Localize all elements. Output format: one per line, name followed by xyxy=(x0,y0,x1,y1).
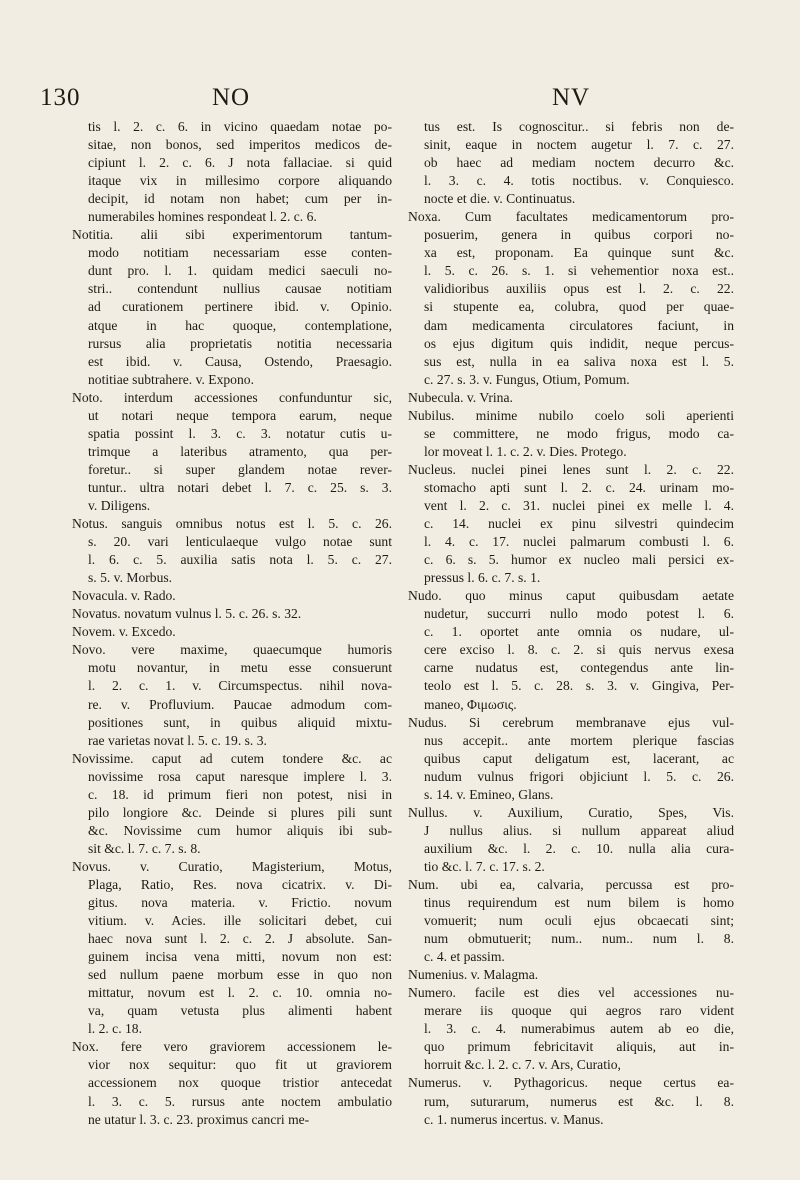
entry-line: accessionem nox quoque tristior antecedat xyxy=(88,1075,392,1091)
entry-line: notitiae subtrahere. v. Expono. xyxy=(88,371,254,387)
entry-line: Numerus. v. Pythagoricus. neque certus ea- xyxy=(408,1075,734,1091)
entry-line: l. 4. c. 17. nuclei palmarum combusti l. 6. xyxy=(424,534,734,550)
right-column xyxy=(408,118,734,1129)
entry-line: vitium. v. Acies. ille solicitari debet, cui xyxy=(88,913,392,929)
entry-line: teolo est l. 5. c. 28. s. 3. v. Gingiva, Per- xyxy=(424,678,734,694)
entry-line: quo primum febricitavit aliquis, aut in- xyxy=(424,1039,734,1055)
entry-line: &c. Novissime cum humor aliquis ibi sub- xyxy=(88,822,392,838)
entry-line: validioribus auxiliis opus est l. 2. c. 22. xyxy=(424,281,734,297)
entry-line: Numero. facile est dies vel accessiones nu- xyxy=(408,985,734,1001)
entry-line: tus est. Is cognoscitur.. si febris non de- xyxy=(424,119,734,134)
entry-line: rae varietas novat l. 5. c. 19. s. 3. xyxy=(88,732,267,748)
entry-line: quibus caput deligatum est, lacerant, ac xyxy=(424,750,734,766)
entry-line: re. v. Profluvium. Paucae admodum com- xyxy=(88,696,392,712)
entry-line: tis l. 2. c. 6. in vicino quaedam notae po- xyxy=(88,119,392,134)
entry-line: haec nova sunt l. 2. c. 2. J absolute. San- xyxy=(88,931,392,947)
entry-line: Nudo. quo minus caput quibusdam aetate xyxy=(408,588,734,604)
entry-line: va, quam vetusta plus alimenti habent xyxy=(88,1003,392,1019)
entry-line: horruit &c. l. 2. c. 7. v. Ars, Curatio, xyxy=(424,1057,621,1073)
entry-line: rum, suturarum, numerus est &c. l. 8. xyxy=(424,1093,734,1109)
entry-line: atque in hac quoque, contemplatione, xyxy=(88,317,392,333)
entry-line: carne nudatus est, contegendus ante lin- xyxy=(424,660,734,676)
entry-line: Num. ubi ea, calvaria, percussa est pro- xyxy=(408,876,734,892)
entry-line: tinus requirendum est num bilem is homo xyxy=(424,895,734,911)
dictionary-entry xyxy=(408,966,734,984)
entry-line: sinit, eaque in noctem augetur l. 7. c. 27. xyxy=(424,137,734,153)
entry-line: Novissime. caput ad cutem tondere &c. ac xyxy=(72,750,392,766)
entry-line: l. 5. c. 26. s. 1. si vehementior noxa est.. xyxy=(424,263,734,279)
entry-line: l. 3. c. 4. totis noctibus. v. Conquiesco. xyxy=(424,173,734,189)
entry-line: vior nox sequitur: quo fit ut graviorem xyxy=(88,1057,392,1073)
entry-line: itaque vix in millesimo corpore aliquando xyxy=(88,173,392,189)
entry-line: Novo. vere maxime, quaecumque humoris xyxy=(72,642,392,658)
entry-line: Notus. sanguis omnibus notus est l. 5. c. 26. xyxy=(72,516,392,532)
entry-line: auxilium &c. l. 2. c. 10. nulla alia cura- xyxy=(424,840,734,856)
dictionary-entry xyxy=(72,587,392,605)
page-header xyxy=(0,84,800,118)
running-head-left: NO xyxy=(212,84,251,111)
dictionary-entry xyxy=(408,876,734,966)
entry-line: lor moveat l. 1. c. 2. v. Dies. Protego. xyxy=(424,443,627,459)
entry-line: l. 6. c. 5. auxilia satis nota l. 5. c. 27. xyxy=(88,552,392,568)
dictionary-entry xyxy=(408,389,734,407)
entry-line: Nullus. v. Auxilium, Curatio, Spes, Vis. xyxy=(408,804,734,820)
dictionary-entry xyxy=(408,714,734,804)
entry-line: stomacho apti sunt l. 2. c. 24. urinam mo- xyxy=(424,479,734,495)
dictionary-entry xyxy=(72,515,392,587)
dictionary-entry xyxy=(72,605,392,623)
entry-line: Novacula. v. Rado. xyxy=(72,588,176,604)
dictionary-entry xyxy=(408,407,734,461)
entry-line: Novem. v. Excedo. xyxy=(72,624,176,640)
entry-line: merare iis quoque qui aegros raro vident xyxy=(424,1003,734,1019)
entry-line: nocte et die. v. Continuatus. xyxy=(424,191,576,207)
entry-line: Novatus. novatum vulnus l. 5. c. 26. s. 32. xyxy=(72,606,302,622)
entry-line: v. Diligens. xyxy=(88,497,151,513)
entry-line: l. 3. c. 4. numerabimus autem ab eo die, xyxy=(424,1021,734,1037)
entry-line: novissime rosa caput naresque implere l. 3. xyxy=(88,768,392,784)
entry-line: l. 2. c. 18. xyxy=(88,1021,142,1037)
entry-line: Noxa. Cum facultates medicamentorum pro- xyxy=(408,209,734,225)
entry-line: spatia possint l. 3. c. 3. notatur cutis u- xyxy=(88,425,392,441)
running-head-right: NV xyxy=(552,84,591,111)
dictionary-entry xyxy=(72,389,392,515)
dictionary-entry xyxy=(72,623,392,641)
dictionary-entry xyxy=(72,858,392,1038)
entry-line: Nubilus. minime nubilo coelo soli aperienti xyxy=(408,407,734,423)
dictionary-entry xyxy=(72,750,392,858)
dictionary-entry xyxy=(408,804,734,876)
entry-line: motu novantur, in metu esse consuerunt xyxy=(88,660,392,676)
entry-line: ne utatur l. 3. c. 23. proximus cancri me- xyxy=(88,1111,310,1127)
entry-line: c. 1. oportet ante omnia os nudare, ul- xyxy=(424,624,734,640)
dictionary-entry xyxy=(72,226,392,388)
entry-line: sit &c. l. 7. c. 7. s. 8. xyxy=(88,840,201,856)
entry-line: si stupente ea, colubra, quod per quae- xyxy=(424,299,734,315)
entry-line: stri.. contendunt nullius causae notitiam xyxy=(88,281,392,297)
entry-line: nus accepit.. ante mortem plerique fascias xyxy=(424,732,734,748)
entry-line: est ibid. v. Causa, Ostendo, Praesagio. xyxy=(88,353,392,369)
entry-line: J nullus alius. si nullum appareat aliud xyxy=(424,822,734,838)
entry-line: Plaga, Ratio, Res. nova cicatrix. v. Di- xyxy=(88,876,392,892)
entry-line: gitus. nova materia. v. Frictio. novum xyxy=(88,895,392,911)
entry-line: cere exciso l. 8. c. 2. si quis nervus exesa xyxy=(424,642,734,658)
entry-line: xa est, proponam. Ea quinque sunt &c. xyxy=(424,245,734,261)
entry-line: decipit, id notam non habet; cum per in- xyxy=(88,191,392,207)
entry-line: Nudus. Si cerebrum membranave ejus vul- xyxy=(408,714,734,730)
page-number: 130 xyxy=(40,84,81,111)
entry-line: Numenius. v. Malagma. xyxy=(408,967,539,983)
dictionary-entry xyxy=(408,984,734,1074)
entry-line: sitae, non bonos, sed imperitos medicos de- xyxy=(88,137,392,153)
entry-line: l. 3. c. 5. rursus ante noctem ambulatio xyxy=(88,1093,392,1109)
entry-line: s. 14. v. Emineo, Glans. xyxy=(424,786,554,802)
entry-line: Novus. v. Curatio, Magisterium, Motus, xyxy=(72,858,392,874)
entry-line: sed nullum paene morbum esse in quo non xyxy=(88,967,392,983)
entry-line: s. 5. v. Morbus. xyxy=(88,570,173,586)
entry-line: se committere, ne modo frigus, modo ca- xyxy=(424,425,734,441)
entry-line: l. 2. c. 1. v. Circumspectus. nihil nova- xyxy=(88,678,392,694)
entry-line: pressus l. 6. c. 7. s. 1. xyxy=(424,570,541,586)
entry-line: nudetur, succurri nullo modo potest l. 6. xyxy=(424,606,734,622)
entry-line: maneo, Φιμωσις. xyxy=(424,696,517,712)
dictionary-entry xyxy=(72,1038,392,1128)
entry-line: c. 14. nuclei ex pinu silvestri quindecim xyxy=(424,516,734,532)
entry-line: ut notari neque tempora earum, neque xyxy=(88,407,392,423)
entry-line: vent l. 2. c. 31. nuclei pinei ex melle l. 4. xyxy=(424,497,734,513)
dictionary-entry xyxy=(72,641,392,749)
dictionary-entry xyxy=(408,1074,734,1128)
entry-line: s. 20. vari lenticulaeque vulgo notae sunt xyxy=(88,534,392,550)
entry-line: cipiunt l. 2. c. 6. J nota fallaciae. si quid xyxy=(88,155,392,171)
left-column xyxy=(72,118,392,1129)
entry-line: guinem incisa vena mitti, novum non est: xyxy=(88,949,392,965)
entry-line: modo notitiam necessariam esse conten- xyxy=(88,245,392,261)
entry-line: rursus alia proprietatis notitia necessaria xyxy=(88,335,392,351)
entry-line: tuntur.. ultra notari debet l. 7. c. 25. s. 3. xyxy=(88,479,392,495)
dictionary-entry xyxy=(408,587,734,713)
dictionary-entry xyxy=(408,461,734,587)
entry-line: c. 27. s. 3. v. Fungus, Otium, Pomum. xyxy=(424,371,630,387)
entry-line: ad curationem pertinere ibid. v. Opinio. xyxy=(88,299,392,315)
entry-line: numerabiles homines respondeat l. 2. c. 6. xyxy=(88,209,317,225)
entry-line: Nucleus. nuclei pinei lenes sunt l. 2. c. 22. xyxy=(408,461,734,477)
entry-line: dunt pro. l. 1. quidam medici saeculi no- xyxy=(88,263,392,279)
entry-line: sus est, nulla in ea saliva noxa est l. 5. xyxy=(424,353,734,369)
entry-line: trimque a lateribus atramento, qua per- xyxy=(88,443,392,459)
entry-line: nudum vulnus frigori objiciunt l. 5. c. 26. xyxy=(424,768,734,784)
entry-line: Nubecula. v. Vrina. xyxy=(408,389,513,405)
entry-line: Nox. fere vero graviorem accessionem le- xyxy=(72,1039,392,1055)
entry-line: mittatur, novum est l. 2. c. 10. omnia no- xyxy=(88,985,392,1001)
entry-line: Notitia. alii sibi experimentorum tantum- xyxy=(72,227,392,243)
dictionary-entry xyxy=(72,118,392,226)
dictionary-entry xyxy=(408,118,734,208)
entry-line: positiones sunt, in quibus aliquid mixtu- xyxy=(88,714,392,730)
entry-line: c. 6. s. 5. humor ex nucleo mali persici ex- xyxy=(424,552,734,568)
entry-line: posuerim, genera in quibus corpori no- xyxy=(424,227,734,243)
entry-line: vomuerit; num oculi ejus obcaecati sint; xyxy=(424,913,734,929)
entry-line: Noto. interdum accessiones confunduntur sic, xyxy=(72,389,392,405)
entry-line: c. 18. id primum fieri non potest, nisi in xyxy=(88,786,392,802)
entry-line: dam medicamenta circulatores faciunt, in xyxy=(424,317,734,333)
entry-line: num obmutuerit; num.. num.. num l. 8. xyxy=(424,931,734,947)
entry-line: c. 4. et passim. xyxy=(424,949,505,965)
entry-line: pilo longiore &c. Deinde si plures pili sunt xyxy=(88,804,392,820)
entry-line: foretur.. si super glandem notae rever- xyxy=(88,461,392,477)
entry-line: ob haec ad mediam noctem decurro &c. xyxy=(424,155,734,171)
entry-line: tio &c. l. 7. c. 17. s. 2. xyxy=(424,858,545,874)
dictionary-entry xyxy=(408,208,734,388)
entry-line: c. 1. numerus incertus. v. Manus. xyxy=(424,1111,604,1127)
entry-line: os ejus digitum quis indidit, neque percus- xyxy=(424,335,734,351)
